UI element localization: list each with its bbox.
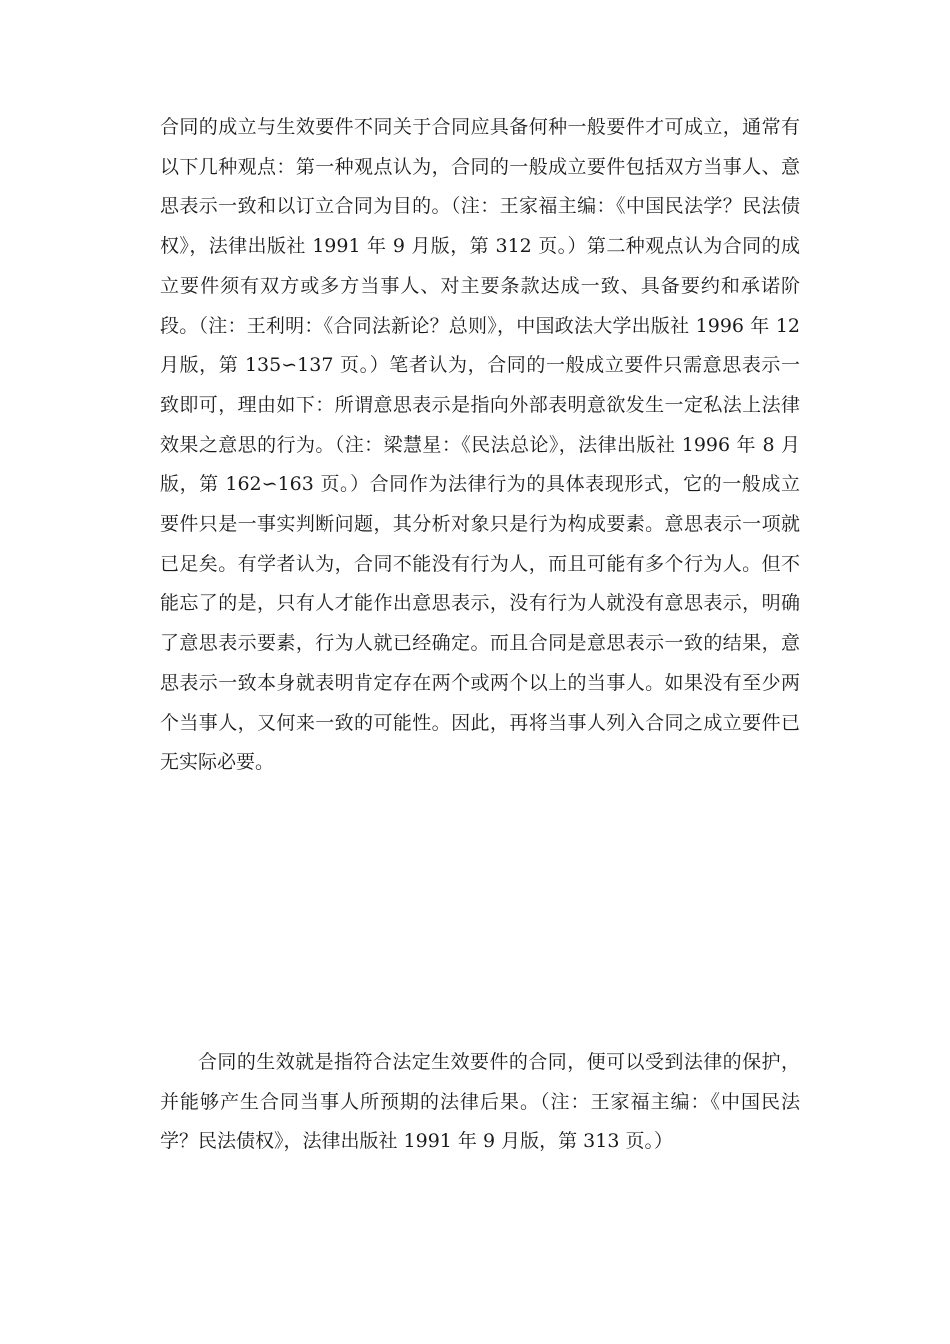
body-paragraph-contract-formation: 合同的成立与生效要件不同关于合同应具备何种一般要件才可成立，通常有以下几种观点：第一种观点认为，合同的一般成立要件包括双方当事人、意思表示一致和以订立合同为目的。（注：王家福主编：《中国民法学？民法债权》，法律出版社 1991 年 9 月版，第 312 页。）第二种观点认为合同的成立要件须有双方或多方当事人、对主要条款达成一致、具备要约和承诺阶段。（注：王利明：《合同法新论？总则》，中国政法大学出版社 1996 年 12 月版，第 135∽137 页。）笔者认为，合同的一般成立要件只需意思表示一致即可，理由如下：所谓意思表示是指向外部表明意欲发生一定私法上法律效果之意思的行为。（注：梁慧星：《民法总论》，法律出版社 1996 年 8 月版，第 162∽163 页。）合同作为法律行为的具体表现形式，它的一般成立要件只是一事实判断问题，其分析对象只是行为构成要素。意思表示一项就已足矣。有学者认为，合同不能没有行为人，而且可能有多个行为人。但不能忘了的是，只有人才能作出意思表示，没有行为人就没有意思表示，明确了意思表示要素，行为人就已经确定。而且合同是意思表示一致的结果，意思表示一致本身就表明肯定存在两个或两个以上的当事人。如果没有至少两个当事人，又何来一致的可能性。因此，再将当事人列入合同之成立要件已无实际必要。 (160, 116, 800, 774)
body-paragraph-contract-effectiveness: 合同的生效就是指符合法定生效要件的合同，便可以受到法律的保护，并能够产生合同当事人所预期的法律后果。（注：王家福主编：《中国民法学？民法债权》，法律出版社 1991 年 9 月版，第 313 页。） (160, 1051, 800, 1153)
